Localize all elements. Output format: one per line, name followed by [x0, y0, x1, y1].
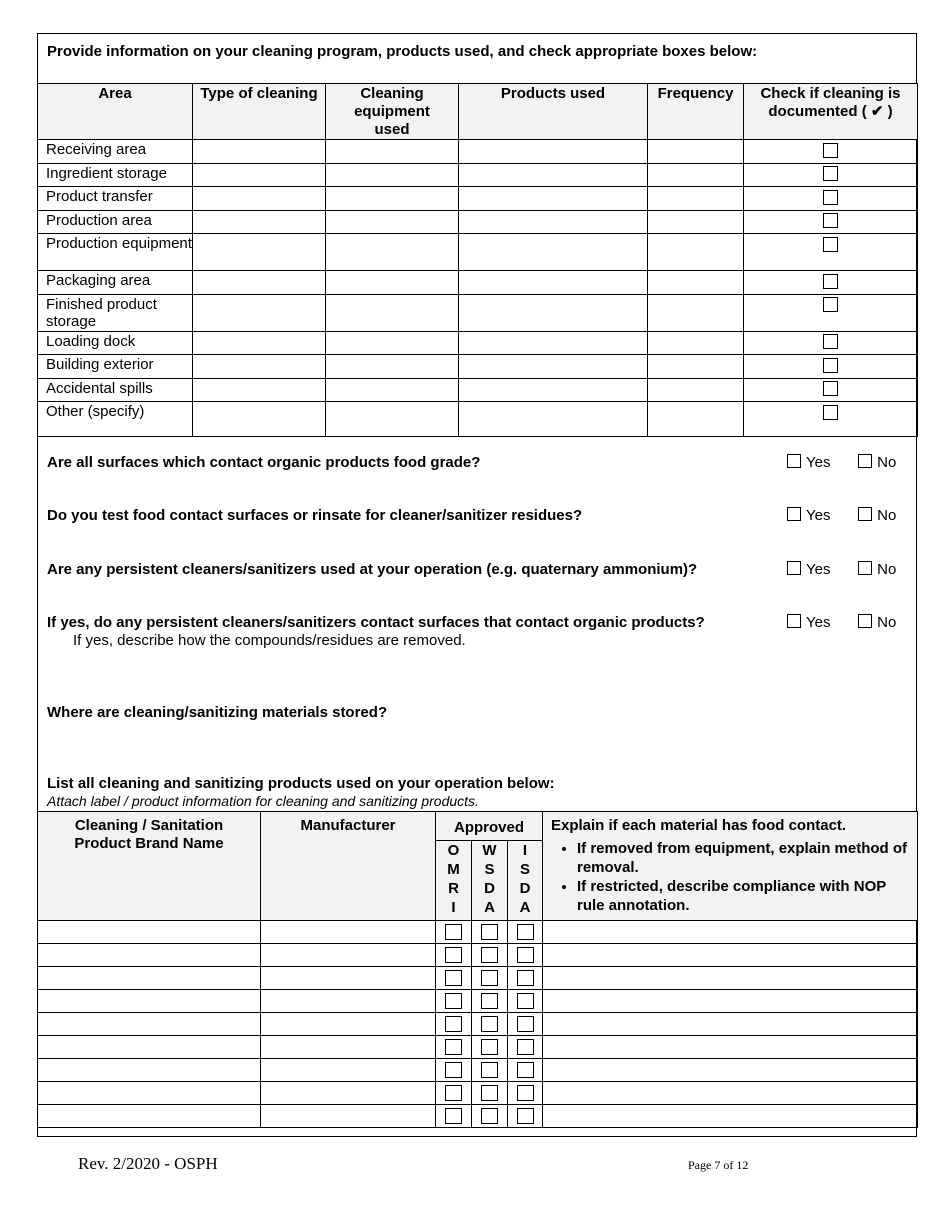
brand-name-cell[interactable] [38, 1036, 261, 1059]
yes-label: Yes [806, 454, 831, 471]
isda-cell [508, 1082, 543, 1105]
documented-cell [744, 140, 918, 164]
equipment-cell[interactable] [326, 355, 459, 379]
explain-cell[interactable] [543, 990, 918, 1013]
products-cell[interactable] [459, 294, 648, 331]
manufacturer-cell[interactable] [261, 1013, 436, 1036]
equipment-cell[interactable] [326, 234, 459, 271]
cleaning-area-table [37, 83, 918, 437]
type-of-cleaning-cell[interactable] [193, 331, 326, 355]
documented-cell [744, 234, 918, 271]
revision-label: Rev. 2/2020 - OSPH [78, 1154, 218, 1173]
no-checkbox[interactable] [858, 454, 872, 468]
yes-checkbox[interactable] [787, 614, 801, 628]
area-row [38, 187, 918, 211]
header-products-used: Products used [459, 84, 648, 140]
explain-bullet: • If restricted, describe compliance with NOP rule annotation. [577, 877, 911, 915]
header-explain [543, 812, 918, 921]
area-label: Finished product storage [38, 294, 193, 331]
isda-checkbox[interactable] [517, 970, 534, 986]
wsda-checkbox[interactable] [481, 970, 498, 986]
omri-cell [436, 1036, 472, 1059]
documented-checkbox[interactable] [823, 381, 838, 396]
omri-checkbox[interactable] [445, 947, 462, 963]
brand-name-cell[interactable] [38, 1013, 261, 1036]
explain-bullets [551, 839, 911, 915]
type-of-cleaning-cell[interactable] [193, 163, 326, 187]
answer-food-grade [787, 454, 896, 471]
area-label: Product transfer [38, 187, 193, 211]
wsda-cell [472, 1036, 508, 1059]
equipment-cell[interactable] [326, 163, 459, 187]
documented-cell [744, 210, 918, 234]
area-row [38, 140, 918, 164]
brand-name-cell[interactable] [38, 921, 261, 944]
frequency-cell[interactable] [648, 271, 744, 295]
type-of-cleaning-cell[interactable] [193, 355, 326, 379]
explain-cell[interactable] [543, 944, 918, 967]
documented-checkbox[interactable] [823, 190, 838, 205]
header-area: Area [38, 84, 193, 140]
equipment-cell[interactable] [326, 402, 459, 437]
documented-cell [744, 331, 918, 355]
area-label: Loading dock [38, 331, 193, 355]
type-of-cleaning-cell[interactable] [193, 294, 326, 331]
frequency-cell[interactable] [648, 210, 744, 234]
equipment-cell[interactable] [326, 210, 459, 234]
documented-checkbox[interactable] [823, 334, 838, 349]
area-label: Production equipment [38, 234, 193, 271]
isda-cell [508, 921, 543, 944]
yes-label: Yes [806, 561, 831, 578]
documented-checkbox[interactable] [823, 237, 838, 252]
header-frequency: Frequency [648, 84, 744, 140]
isda-checkbox[interactable] [517, 947, 534, 963]
explain-cell[interactable] [543, 1036, 918, 1059]
header-isda [508, 841, 543, 921]
area-row [38, 163, 918, 187]
wsda-cell [472, 921, 508, 944]
wsda-checkbox[interactable] [481, 1016, 498, 1032]
area-row [38, 234, 918, 271]
explain-cell[interactable] [543, 1013, 918, 1036]
manufacturer-cell[interactable] [261, 1036, 436, 1059]
omri-checkbox[interactable] [445, 1062, 462, 1078]
products-cell[interactable] [459, 234, 648, 271]
products-cell[interactable] [459, 271, 648, 295]
area-label: Building exterior [38, 355, 193, 379]
documented-cell [744, 187, 918, 211]
area-label: Receiving area [38, 140, 193, 164]
isda-checkbox[interactable] [517, 1085, 534, 1101]
documented-checkbox[interactable] [823, 143, 838, 158]
manufacturer-cell[interactable] [261, 1059, 436, 1082]
no-checkbox[interactable] [858, 614, 872, 628]
frequency-cell[interactable] [648, 140, 744, 164]
brand-name-cell[interactable] [38, 1082, 261, 1105]
no-checkbox[interactable] [858, 507, 872, 521]
documented-cell [744, 378, 918, 402]
area-row [38, 294, 918, 331]
wsda-checkbox[interactable] [481, 993, 498, 1009]
isda-checkbox[interactable] [517, 1016, 534, 1032]
area-label: Production area [38, 210, 193, 234]
header-cleaning-equipment: Cleaning equipment used [326, 84, 459, 140]
header-manufacturer: Manufacturer [261, 812, 436, 921]
type-of-cleaning-cell[interactable] [193, 187, 326, 211]
manufacturer-cell[interactable] [261, 990, 436, 1013]
wsda-checkbox[interactable] [481, 947, 498, 963]
omri-cell [436, 1013, 472, 1036]
question-residue-test: Do you test food contact surfaces or rinsate for cleaner/sanitizer residues? [47, 507, 583, 524]
no-label: No [877, 614, 897, 631]
area-row [38, 402, 918, 437]
header-documented: Check if cleaning is documented ( ✔ ) [744, 84, 918, 140]
header-approved: Approved [436, 812, 543, 841]
yes-label: Yes [806, 507, 831, 524]
brand-name-cell[interactable] [38, 1059, 261, 1082]
isda-cell [508, 1013, 543, 1036]
wsda-cell [472, 1013, 508, 1036]
explain-cell[interactable] [543, 1082, 918, 1105]
explain-cell[interactable] [543, 1105, 918, 1128]
explain-bullet: • If removed from equipment, explain method of removal. [577, 839, 911, 877]
documented-cell [744, 355, 918, 379]
products-cell[interactable] [459, 140, 648, 164]
header-omri [436, 841, 472, 921]
manufacturer-cell[interactable] [261, 1082, 436, 1105]
product-table [37, 811, 918, 1128]
isda-cell [508, 967, 543, 990]
no-label: No [877, 507, 897, 524]
area-row [38, 378, 918, 402]
area-row [38, 210, 918, 234]
documented-cell [744, 402, 918, 437]
product-row [38, 1036, 918, 1059]
documented-checkbox[interactable] [823, 166, 838, 181]
frequency-cell[interactable] [648, 378, 744, 402]
yes-checkbox[interactable] [787, 507, 801, 521]
equipment-cell[interactable] [326, 271, 459, 295]
manufacturer-cell[interactable] [261, 944, 436, 967]
products-cell[interactable] [459, 402, 648, 437]
brand-name-cell[interactable] [38, 967, 261, 990]
manufacturer-cell[interactable] [261, 1105, 436, 1128]
question-storage: Where are cleaning/sanitizing materials stored? [47, 704, 388, 721]
products-cell[interactable] [459, 355, 648, 379]
isda-checkbox[interactable] [517, 1039, 534, 1055]
wsda-cell [472, 1105, 508, 1128]
isda-checkbox[interactable] [517, 924, 534, 940]
isda-checkbox[interactable] [517, 1062, 534, 1078]
equipment-cell[interactable] [326, 187, 459, 211]
wsda-cell [472, 944, 508, 967]
omri-checkbox[interactable] [445, 970, 462, 986]
area-row [38, 271, 918, 295]
no-label: No [877, 454, 897, 471]
wsda-checkbox[interactable] [481, 1039, 498, 1055]
question-persistent-cleaners: Are any persistent cleaners/sanitizers used at your operation (e.g. quaternary ammonium)? [47, 561, 698, 578]
isda-cell [508, 1105, 543, 1128]
product-row [38, 1082, 918, 1105]
brand-name-cell[interactable] [38, 990, 261, 1013]
question-food-grade: Are all surfaces which contact organic products food grade? [47, 454, 481, 471]
documented-checkbox[interactable] [823, 213, 838, 228]
brand-name-cell[interactable] [38, 1105, 261, 1128]
product-list-note: Attach label / product information for cleaning and sanitizing products. [47, 793, 479, 809]
area-label: Accidental spills [38, 378, 193, 402]
equipment-cell[interactable] [326, 331, 459, 355]
isda-cell [508, 990, 543, 1013]
frequency-cell[interactable] [648, 402, 744, 437]
products-cell[interactable] [459, 378, 648, 402]
omri-cell [436, 1105, 472, 1128]
omri-cell [436, 1059, 472, 1082]
documented-cell [744, 163, 918, 187]
frequency-cell[interactable] [648, 163, 744, 187]
explain-title: Explain if each material has food contact. [551, 817, 847, 834]
product-row [38, 1105, 918, 1128]
page-number: Page 7 of 12 [688, 1158, 749, 1172]
wsda-cell [472, 1082, 508, 1105]
yes-label: Yes [806, 614, 831, 631]
omri-cell [436, 921, 472, 944]
manufacturer-cell[interactable] [261, 967, 436, 990]
frequency-cell[interactable] [648, 187, 744, 211]
intro-text: Provide information on your cleaning program, products used, and check appropriate boxes below: [47, 43, 758, 60]
frequency-cell[interactable] [648, 234, 744, 271]
frequency-cell[interactable] [648, 355, 744, 379]
omri-checkbox[interactable] [445, 1085, 462, 1101]
product-row [38, 990, 918, 1013]
wsda-cell [472, 1059, 508, 1082]
isda-cell [508, 1059, 543, 1082]
form-frame [37, 33, 917, 1137]
product-row [38, 944, 918, 967]
header-type-of-cleaning: Type of cleaning [193, 84, 326, 140]
equipment-cell[interactable] [326, 294, 459, 331]
manufacturer-cell[interactable] [261, 921, 436, 944]
yes-checkbox[interactable] [787, 454, 801, 468]
answer-persistent-cleaners [787, 561, 896, 578]
documented-cell [744, 271, 918, 295]
wsda-checkbox[interactable] [481, 1108, 498, 1124]
area-label: Packaging area [38, 271, 193, 295]
omri-checkbox[interactable] [445, 1039, 462, 1055]
product-list-heading: List all cleaning and sanitizing products used on your operation below: [47, 775, 555, 792]
type-of-cleaning-cell[interactable] [193, 271, 326, 295]
header-wsda [472, 841, 508, 921]
type-of-cleaning-cell[interactable] [193, 402, 326, 437]
products-cell[interactable] [459, 187, 648, 211]
wsda-checkbox[interactable] [481, 1085, 498, 1101]
isda-cell [508, 1036, 543, 1059]
documented-cell [744, 294, 918, 331]
answer-contact-surfaces [787, 614, 896, 631]
no-label: No [877, 561, 897, 578]
omri-cell [436, 990, 472, 1013]
area-label: Other (specify) [38, 402, 193, 437]
yes-checkbox[interactable] [787, 561, 801, 575]
wsda-label: W S D A [482, 842, 497, 916]
answer-residue-test [787, 507, 896, 524]
frequency-cell[interactable] [648, 294, 744, 331]
omri-label: O M R I [447, 842, 460, 916]
documented-checkbox[interactable] [823, 358, 838, 373]
products-cell[interactable] [459, 163, 648, 187]
omri-checkbox[interactable] [445, 993, 462, 1009]
header-brand-name: Cleaning / Sanitation Product Brand Name [38, 812, 261, 921]
product-row [38, 1013, 918, 1036]
type-of-cleaning-cell[interactable] [193, 378, 326, 402]
type-of-cleaning-cell[interactable] [193, 210, 326, 234]
frequency-cell[interactable] [648, 331, 744, 355]
explain-cell[interactable] [543, 921, 918, 944]
omri-checkbox[interactable] [445, 924, 462, 940]
wsda-cell [472, 990, 508, 1013]
question-contact-surfaces-sub: If yes, describe how the compounds/residues are removed. [73, 632, 466, 649]
explain-cell[interactable] [543, 1059, 918, 1082]
isda-label: I S D A [519, 842, 531, 916]
equipment-cell[interactable] [326, 378, 459, 402]
omri-cell [436, 1082, 472, 1105]
brand-name-cell[interactable] [38, 944, 261, 967]
equipment-cell[interactable] [326, 140, 459, 164]
omri-cell [436, 944, 472, 967]
documented-checkbox[interactable] [823, 405, 838, 420]
omri-checkbox[interactable] [445, 1108, 462, 1124]
product-row [38, 1059, 918, 1082]
isda-checkbox[interactable] [517, 993, 534, 1009]
question-contact-surfaces: If yes, do any persistent cleaners/sanitizers contact surfaces that contact organic products? [47, 614, 705, 631]
documented-checkbox[interactable] [823, 297, 838, 312]
explain-cell[interactable] [543, 967, 918, 990]
omri-checkbox[interactable] [445, 1016, 462, 1032]
wsda-checkbox[interactable] [481, 924, 498, 940]
wsda-cell [472, 967, 508, 990]
product-row [38, 967, 918, 990]
products-cell[interactable] [459, 331, 648, 355]
products-cell[interactable] [459, 210, 648, 234]
type-of-cleaning-cell[interactable] [193, 234, 326, 271]
area-label: Ingredient storage [38, 163, 193, 187]
documented-checkbox[interactable] [823, 274, 838, 289]
area-row [38, 331, 918, 355]
isda-cell [508, 944, 543, 967]
area-row [38, 355, 918, 379]
product-row [38, 921, 918, 944]
omri-cell [436, 967, 472, 990]
wsda-checkbox[interactable] [481, 1062, 498, 1078]
no-checkbox[interactable] [858, 561, 872, 575]
isda-checkbox[interactable] [517, 1108, 534, 1124]
type-of-cleaning-cell[interactable] [193, 140, 326, 164]
